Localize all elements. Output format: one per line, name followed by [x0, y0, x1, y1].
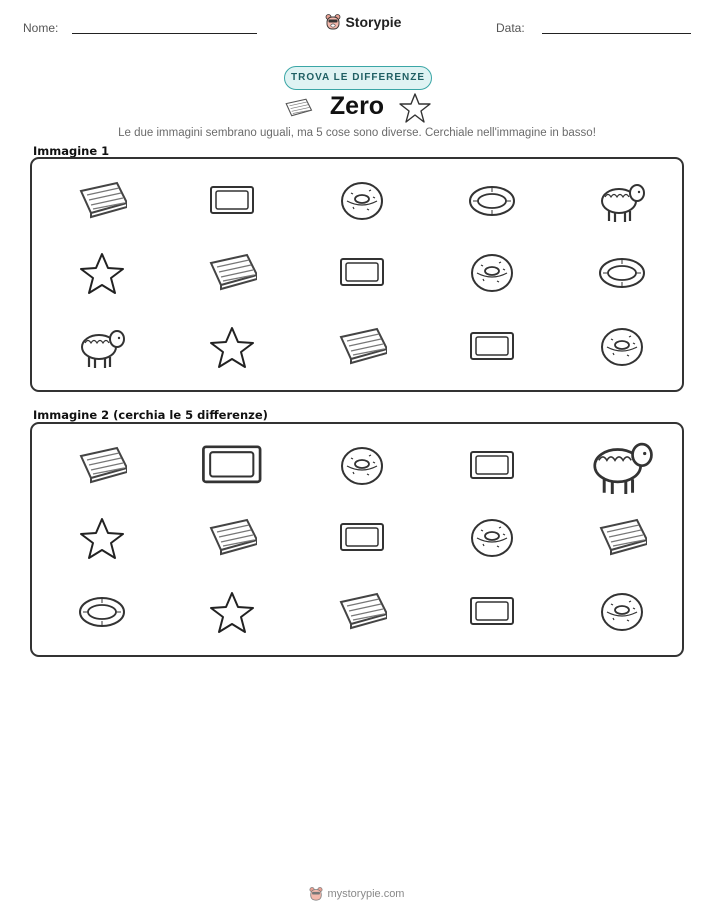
- brick-icon[interactable]: [337, 590, 387, 634]
- section-2-label: Immagine 2 (cerchia le 5 differenze): [33, 408, 268, 422]
- instructions: Le due immagini sembrano uguali, ma 5 cose sono diverse. Cerchiale nell'immagine in basso!: [118, 127, 596, 139]
- star-icon[interactable]: [207, 590, 257, 634]
- frame-icon: [467, 325, 517, 369]
- footer-url[interactable]: mystorypie.com: [327, 887, 405, 900]
- name-field[interactable]: [72, 33, 257, 34]
- name-label: Nome:: [23, 21, 59, 35]
- donut-icon[interactable]: [597, 590, 647, 634]
- brick-icon: [282, 94, 316, 120]
- date-field[interactable]: [542, 33, 691, 34]
- star-icon: [77, 251, 127, 295]
- image-1-panel: [30, 157, 684, 392]
- section-1-label: Immagine 1: [33, 144, 110, 158]
- activity-tag: TROVA LE DIFFERENZE: [284, 66, 432, 90]
- ring-icon[interactable]: [77, 590, 127, 634]
- star-icon[interactable]: [77, 516, 127, 560]
- sheep-icon: [597, 179, 647, 223]
- brand-name: Storypie: [345, 14, 402, 30]
- frame-icon: [207, 179, 257, 223]
- donut-icon: [337, 179, 387, 223]
- sheep-icon: [77, 325, 127, 369]
- ring-icon: [597, 251, 647, 295]
- frame-icon[interactable]: [198, 436, 266, 495]
- star-icon: [398, 92, 432, 124]
- page-title: Zero: [329, 92, 385, 120]
- brick-icon: [77, 179, 127, 223]
- brick-icon[interactable]: [207, 516, 257, 560]
- brick-icon: [207, 251, 257, 295]
- star-icon: [207, 325, 257, 369]
- footer: [309, 885, 404, 903]
- brick-icon[interactable]: [597, 516, 647, 560]
- donut-icon[interactable]: [337, 444, 387, 488]
- donut-icon: [597, 325, 647, 369]
- sheep-icon[interactable]: [588, 436, 656, 495]
- frame-icon: [337, 251, 387, 295]
- brick-icon[interactable]: [77, 444, 127, 488]
- frame-icon[interactable]: [467, 444, 517, 488]
- ring-icon: [467, 179, 517, 223]
- frame-icon[interactable]: [337, 516, 387, 560]
- image-2-panel[interactable]: [30, 422, 684, 657]
- frame-icon[interactable]: [467, 590, 517, 634]
- bear-logo-icon: [309, 886, 323, 902]
- donut-icon[interactable]: [467, 516, 517, 560]
- brand-logo: [325, 13, 401, 31]
- bear-logo-icon: [325, 13, 341, 31]
- donut-icon: [467, 251, 517, 295]
- brick-icon: [337, 325, 387, 369]
- date-label: Data:: [496, 21, 525, 35]
